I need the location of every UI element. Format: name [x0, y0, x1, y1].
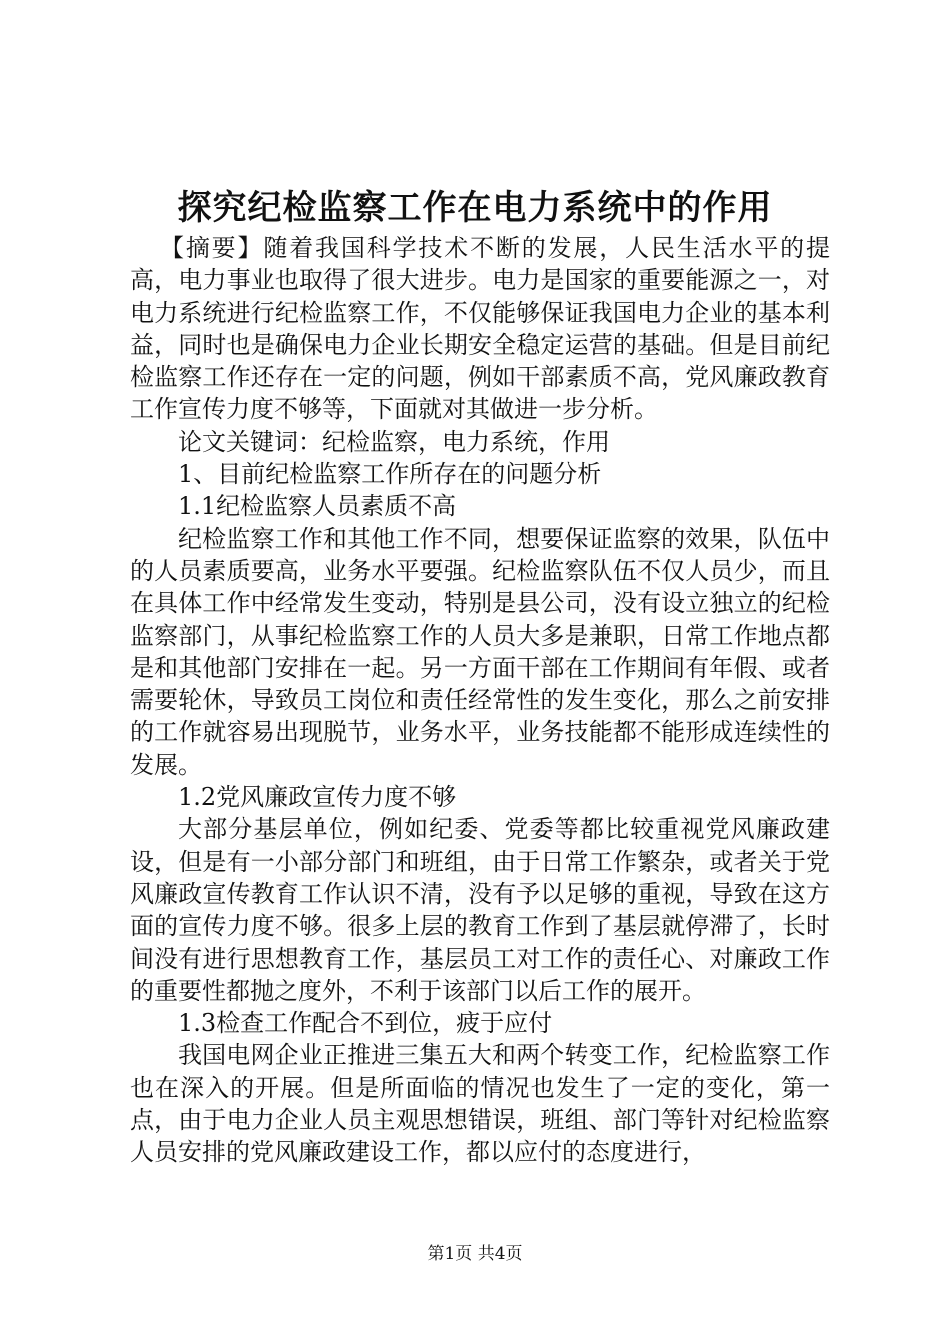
section-body-1-2: 大部分基层单位，例如纪委、党委等都比较重视党风廉政建设，但是有一小部分部门和班组，由于日常工作繁杂，或者关于党风廉政宣传教育工作认识不清，没有予以足够的重视，导致在这方面的宣传力度不够。很多上层的教育工作到了基层就停滞了，长时间没有进行思想教育工作，基层员工对工作的责任心、对廉政工作的重要性都抛之度外，不利于该部门以后工作的展开。: [130, 815, 830, 1005]
document-body: [130, 232, 830, 1169]
section-heading-1-3: 1.3检查工作配合不到位，疲于应付: [178, 1009, 553, 1038]
keywords-line: 论文关键词：纪检监察，电力系统，作用: [178, 427, 610, 456]
section-heading-1: 1、目前纪检监察工作所存在的问题分析: [178, 460, 602, 489]
section-body-1-3: 我国电网企业正推进三集五大和两个转变工作，纪检监察工作也在深入的开展。但是所面临的情况也发生了一定的变化，第一点，由于电力企业人员主观思想错误，班组、部门等针对纪检监察人员安排的党风廉政建设工作，都以应付的态度进行，: [130, 1041, 830, 1167]
page-footer: 第1页 共4页: [427, 1244, 523, 1264]
document-title: 探究纪检监察工作在电力系统中的作用: [177, 188, 773, 228]
section-heading-1-1: 1.1纪检监察人员素质不高: [178, 492, 457, 521]
section-body-1-1: 纪检监察工作和其他工作不同，想要保证监察的效果，队伍中的人员素质要高，业务水平要强。纪检监察队伍不仅人员少，而且在具体工作中经常发生变动，特别是县公司，没有设立独立的纪检监察部门，从事纪检监察工作的人员大多是兼职，日常工作地点都是和其他部门安排在一起。另一方面干部在工作期间有年假、或者需要轮休，导致员工岗位和责任经常性的发生变化，那么之前安排的工作就容易出现脱节，业务水平，业务技能都不能形成连续性的发展。: [130, 524, 830, 779]
section-heading-1-2: 1.2党风廉政宣传力度不够: [178, 783, 457, 812]
abstract-paragraph: 【摘要】随着我国科学技术不断的发展，人民生活水平的提高，电力事业也取得了很大进步。电力是国家的重要能源之一，对电力系统进行纪检监察工作，不仅能够保证我国电力企业的基本利益，同时也是确保电力企业长期安全稳定运营的基础。但是目前纪检监察工作还存在一定的问题，例如干部素质不高，党风廉政教育工作宣传力度不够等，下面就对其做进一步分析。: [130, 234, 830, 424]
